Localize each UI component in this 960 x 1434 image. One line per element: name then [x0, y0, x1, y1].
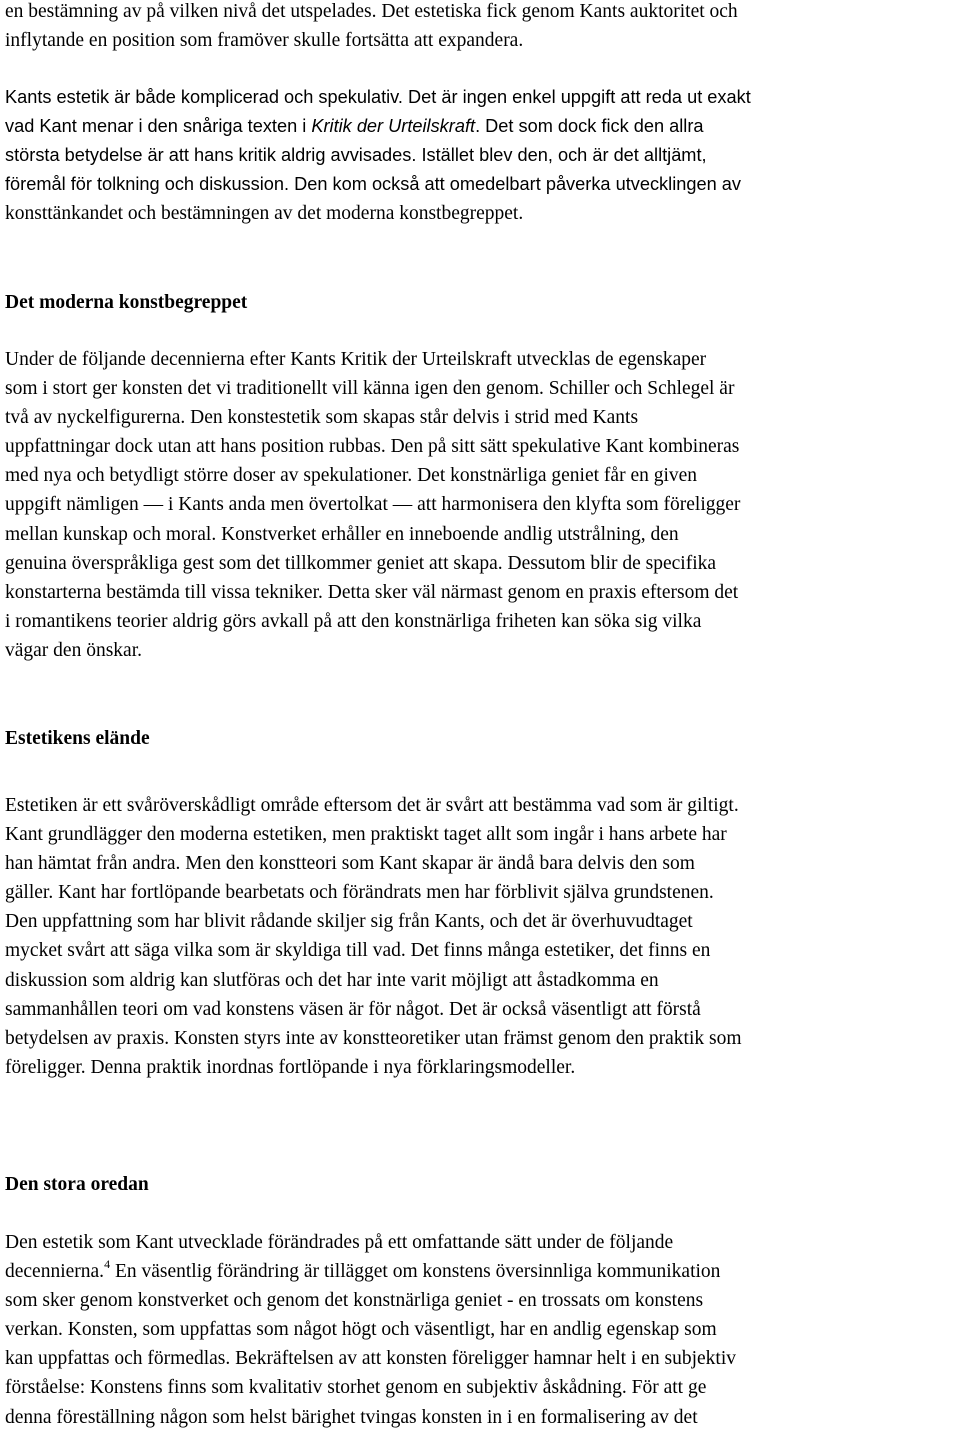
text-line: Den uppfattning som har blivit rådande skiljer sig från Kants, och det är överhuvudtaget	[5, 911, 693, 933]
text-line: konstarterna bestämda till vissa tekniker. Detta sker väl närmast genom en praxis eftersom det	[5, 581, 739, 603]
text-line: som sker genom konstverket och genom det konstnärliga geniet - en trossats om konstens	[5, 1290, 704, 1312]
text-fragment: decennierna.	[5, 1261, 105, 1283]
text-line: Den estetik som Kant utvecklade förändrades på ett omfattande sätt under de följande	[5, 1232, 674, 1253]
text-line: som i stort ger konsten det vi traditionellt vill känna igen den genom. Schiller och Schlegel är	[5, 378, 735, 400]
text-line: förståelse: Konstens finns som kvalitativ storhet genom en subjektiv åskådning. För att ge	[5, 1377, 707, 1399]
text-line: föreligger. Denna praktik inordnas fortlöpande i nya förklaringsmodeller.	[5, 1056, 576, 1078]
text-line: betydelsen av praxis. Konsten styrs inte av konstteoretiker utan främst genom den praktik som	[5, 1027, 742, 1049]
text-line: föremål för tolkning och diskussion. Den kom också att omedelbart påverka utvecklingen av	[5, 174, 741, 195]
text-line: Estetiken är ett svåröverskådligt område eftersom det är svårt att bestämma vad som är giltigt.	[5, 795, 739, 816]
text-line: mellan kunskap och moral. Konstverket erhåller en inneboende andlig utstrålning, den	[5, 523, 679, 545]
text-line	[5, 1257, 736, 1286]
text-fragment: En väsentlig förändring är tillägget om konstens översinnliga kommunikation	[110, 1261, 721, 1283]
footnote-marker: 4	[104, 1257, 111, 1272]
text-line: verkan. Konsten, som uppfattas som något högt och väsentligt, har en andlig egenskap som	[5, 1319, 717, 1341]
text-line: Under de följande decennierna efter Kants Kritik der Urteilskraft utvecklas de egenskaper	[5, 349, 707, 370]
text-line: två av nyckelfigurerna. Den konstestetik som skapas står delvis i strid med Kants	[5, 407, 639, 429]
section-heading: Den stora oredan	[5, 1174, 149, 1195]
book-title: Kritik der Urteilskraft	[311, 116, 476, 137]
section-heading: Estetikens elände	[5, 728, 150, 749]
text-fragment: . Det som dock fick den allra	[475, 116, 704, 137]
text-line: Kants estetik är både komplicerad och spekulativ. Det är ingen enkel uppgift att reda ut exakt	[5, 87, 751, 107]
text-line: sammanhållen teori om vad konstens väsen är för något. Det är också väsentligt att förstå	[5, 998, 701, 1020]
section-paragraph	[5, 1228, 736, 1432]
kant-paragraph	[5, 83, 751, 228]
text-line: diskussion som aldrig kan slutföras och det har inte varit möjligt att åstadkomma en	[5, 969, 659, 991]
text-line: gäller. Kant har fortlöpande bearbetats och förändrats men har förblivit själva grundstenen.	[5, 882, 714, 904]
text-line: genuina överspråkliga gest som det tillkommer geniet att skapa. Dessutom blir de specifika	[5, 552, 717, 574]
text-fragment: vad Kant menar i den snåriga texten i	[5, 116, 312, 137]
text-line: största betydelse är att hans kritik aldrig avvisades. Istället blev den, och är det alltjämt,	[5, 145, 707, 166]
text-line: kan uppfattas och förmedlas. Bekräftelsen av att konsten föreligger hamnar helt i en subjektiv	[5, 1348, 737, 1370]
section-paragraph	[5, 791, 742, 1082]
text-line: med nya och betydligt större doser av spekulationer. Det konstnärliga geniet får en given	[5, 465, 698, 487]
text-line: uppgift nämligen — i Kants anda men övertolkat — att harmonisera den klyfta som föreligger	[5, 494, 741, 516]
text-line: Kant grundlägger den moderna estetiken, men praktiskt taget allt som ingår i hans arbete har	[5, 824, 727, 846]
text-line	[5, 112, 751, 141]
text-line: mycket svårt att säga vilka som är skyldiga till vad. Det finns många estetiker, det finns en	[5, 940, 711, 962]
intro-paragraph	[5, 0, 738, 55]
text-line: han hämtat från andra. Men den konstteori som Kant skapar är ändå bara delvis den som	[5, 853, 695, 875]
text-line: i romantikens teorier aldrig görs avkall på att den konstnärliga friheten kan söka sig vilka	[5, 610, 702, 632]
section-heading: Det moderna konstbegreppet	[5, 292, 248, 313]
text-line: denna föreställning någon som helst bärighet tvingas konsten in i en formalisering av det	[5, 1406, 698, 1428]
text-line: vägar den önskar.	[5, 639, 142, 661]
text-line: en bestämning av på vilken nivå det utspelades. Det estetiska fick genom Kants auktoritet och	[5, 1, 738, 22]
text-line: uppfattningar dock utan att hans position rubbas. Den på sitt sätt spekulative Kant kombineras	[5, 436, 740, 458]
section-paragraph	[5, 345, 740, 665]
text-line: inflytande en position som framöver skulle fortsätta att expandera.	[5, 30, 524, 52]
text-line: konsttänkandet och bestämningen av det moderna konstbegreppet.	[5, 203, 524, 225]
